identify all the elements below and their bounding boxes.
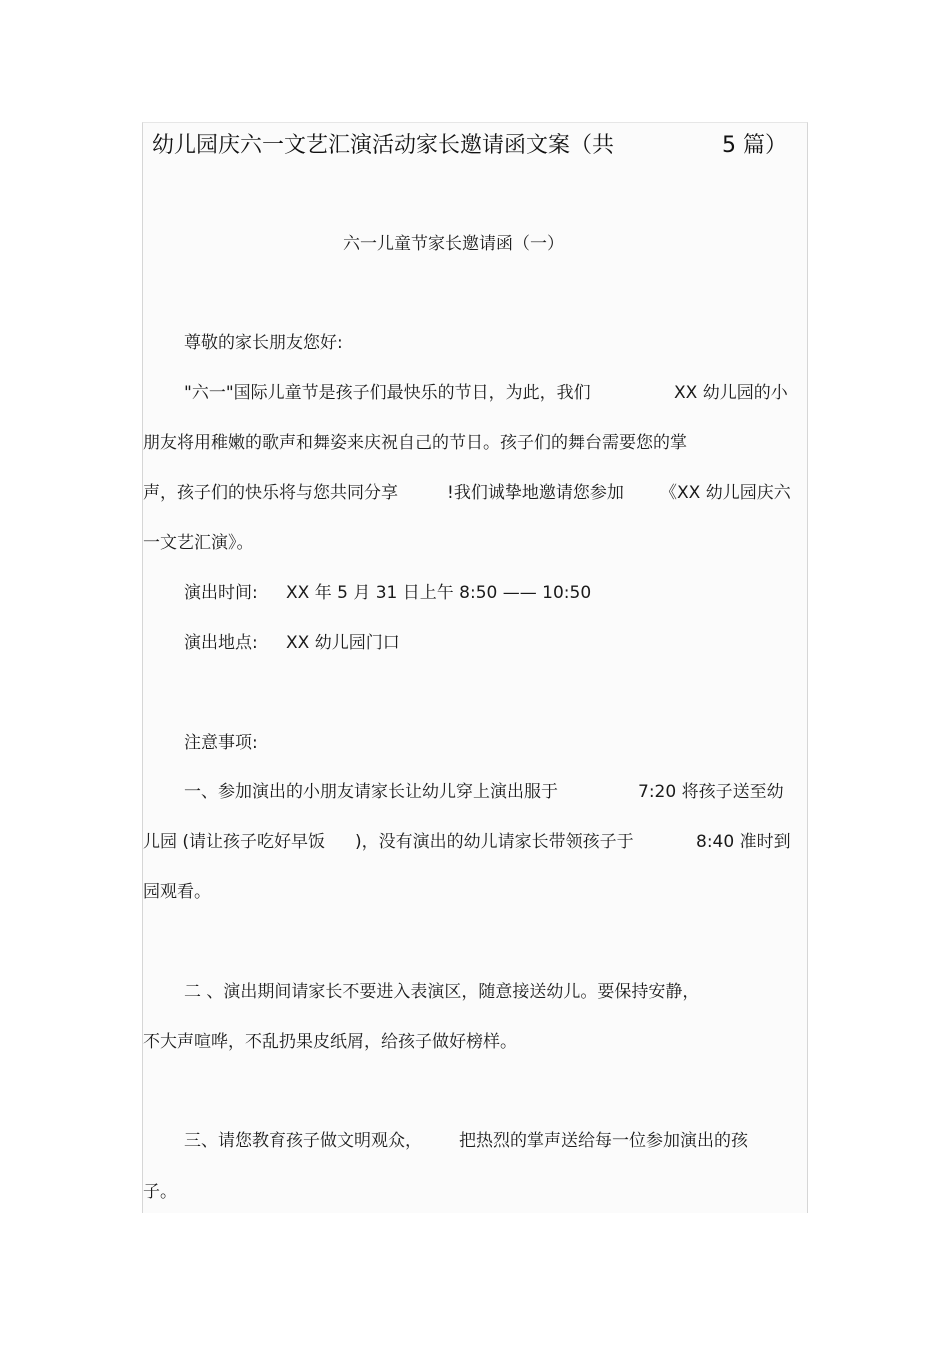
document-title: 幼儿园庆六一文艺汇演活动家长邀请函文案（共 <box>152 133 615 158</box>
note-1-line-2b: )，没有演出的幼儿请家长带领孩子于 <box>355 832 634 852</box>
note-2-line-1: 二 、演出期间请家长不要进入表演区，随意接送幼儿。要保持安静， <box>184 982 700 1002</box>
note-1-line-2c: 8:40 准时到 <box>696 832 791 852</box>
performance-time-value: XX 年 5 月 31 日上午 8:50 —— 10:50 <box>286 583 592 603</box>
performance-place-value: XX 幼儿园门口 <box>286 633 400 653</box>
note-3-line-1a: 三、请您教育孩子做文明观众， <box>184 1131 422 1151</box>
paragraph-1-line-2: 朋友将用稚嫩的歌声和舞姿来庆祝自己的节日。孩子们的舞台需要您的掌 <box>143 433 687 453</box>
document-title-count: 5 篇） <box>722 133 787 158</box>
paragraph-1-line-3a: 声，孩子们的快乐将与您共同分享 <box>143 483 398 503</box>
note-2-line-2: 不大声喧哗，不乱扔果皮纸屑，给孩子做好榜样。 <box>143 1032 517 1052</box>
notes-heading: 注意事项: <box>184 733 258 753</box>
section-subtitle: 六一儿童节家长邀请函（一） <box>343 234 564 254</box>
salutation: 尊敬的家长朋友您好: <box>184 333 343 353</box>
paragraph-1-line-4: 一文艺汇演》。 <box>143 533 254 553</box>
paragraph-1-line-3b: !我们诚挚地邀请您参加 <box>447 483 624 503</box>
performance-place-label: 演出地点: <box>184 633 258 653</box>
note-3-line-1b: 把热烈的掌声送给每一位参加演出的孩 <box>459 1131 748 1151</box>
note-1-line-1b: 7:20 将孩子送至幼 <box>638 782 784 802</box>
note-3-line-2: 子。 <box>143 1182 177 1202</box>
paragraph-1-line-1a: "六一"国际儿童节是孩子们最快乐的节日，为此，我们 <box>184 383 591 403</box>
performance-time-label: 演出时间: <box>184 583 258 603</box>
note-1-line-1a: 一、参加演出的小朋友请家长让幼儿穿上演出服于 <box>184 782 558 802</box>
note-1-line-3: 园观看。 <box>143 882 211 902</box>
paragraph-1-line-3c: 《XX 幼儿园庆六 <box>660 483 791 503</box>
note-1-line-2a: 儿园 (请让孩子吃好早饭 <box>143 832 326 852</box>
paragraph-1-line-1b: XX 幼儿园的小 <box>674 383 788 403</box>
